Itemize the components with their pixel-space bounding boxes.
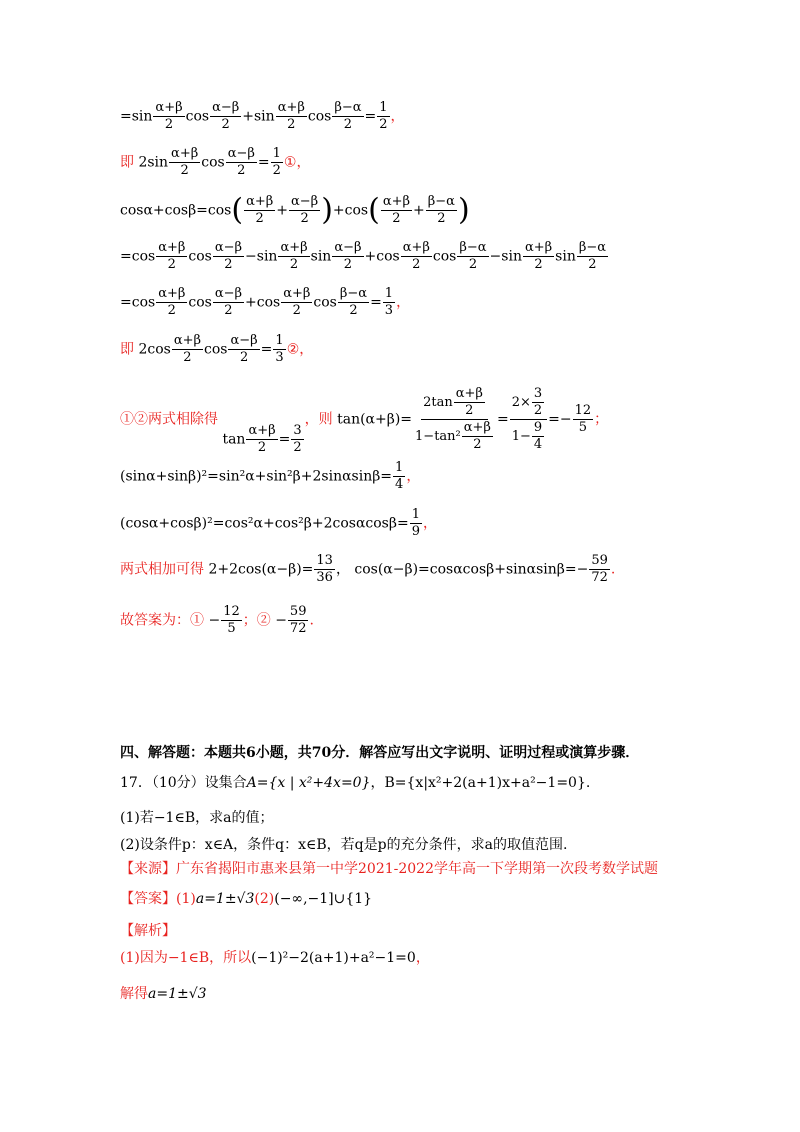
section-heading: 四、解答题：本题共6小题，共70分．解答应写出文字说明、证明过程或演算步骤． [120, 745, 640, 761]
question-part-2: (2)设条件p：x∈A，条件q：x∈B，若q是p的充分条件，求a的取值范围. [120, 837, 568, 853]
equation-line-10: 两式相加可得 2+2cos(α−β)= $\frac{13}{36}$ ， cos(α−β)=cosαcosβ+sinαsinβ=− $\frac{59}{72}$ . [120, 553, 616, 585]
question-number: 17．（10分）设集合 [120, 775, 247, 791]
separator-text: ；② [242, 612, 271, 629]
equation-line-3: cosα+cosβ=cos( $\frac{\alpha+\beta}{2}$ + $\frac{\alpha-\beta}{2}$ )+cos( $\frac{\alpha+\beta}{2}$ + $\frac{\beta-\alpha}{2}$ ) [120, 192, 470, 228]
prefix-text: 故答案为：① [120, 612, 204, 629]
equation-line-5: =cos $\frac{\alpha+\beta}{2}$ cos $\frac{\alpha-\beta}{2}$ +cos $\frac{\alpha+\beta}{2}$ cos $\frac{\beta-\alpha}{2}$ = $\frac{1}{3}$ ， [120, 286, 411, 318]
solution-line-2 [120, 987, 207, 1001]
end-text: . [610, 561, 616, 578]
answer-label: 【答案】 [120, 891, 176, 907]
analysis-label: 【解析】 [120, 923, 176, 939]
equation-line-1: =sin $\frac{\alpha+\beta}{2}$ cos $\frac{\alpha-\beta}{2}$ +sin $\frac{\alpha+\beta}{2}$ cos $\frac{\beta-\alpha}{2}$ = $\frac{1}{2}$ ， [120, 100, 405, 132]
connector-text: ，则 [304, 411, 333, 428]
answer-part-2-label: (2) [254, 891, 275, 907]
answer-part-2-value: (−∞,−1]∪{1} [274, 891, 373, 907]
solution-prefix: 解得 [120, 986, 148, 1002]
set-b: ，B={x|x²+2(a+1)x+a²−1=0}. [370, 775, 591, 791]
prefix-text: 两式相加可得 [120, 561, 204, 578]
equation-line-9: (cosα+cosβ)²=cos²α+cos²β+2cosαcosβ= $\frac{1}{9}$ ， [120, 507, 437, 539]
answer-line [120, 892, 372, 906]
solution-line-1 [120, 951, 430, 965]
prefix-text: ①②两式相除得 [120, 411, 218, 428]
answer-part-1-value: a=1±√3 [195, 891, 255, 907]
answer-part-1-label: (1) [176, 891, 196, 907]
prefix-text: 即 [120, 154, 134, 171]
equation-line-7: ①②两式相除得 tan $\frac{\alpha+\beta}{2}$ = $\frac{3}{2}$ ，则 tan(α+β)= 2tan $\frac{\alpha+\beta}{2}$ 1−tan² $\frac{\alpha+\beta}{2}$ = 2× $\frac{3}{2}$ 1− $\frac{9}{4}$ =− $\frac{12}{5}$ ； [120, 386, 609, 455]
question-part-1: (1)若−1∈B，求a的值； [120, 810, 274, 826]
equation-line-6: 即 2cos $\frac{\alpha+\beta}{2}$ cos $\frac{\alpha-\beta}{2}$ = $\frac{1}{3}$ ②， [120, 333, 314, 365]
solution-prefix: (1)因为−1∈B，所以 [120, 950, 252, 966]
solution-end: ， [415, 950, 430, 966]
equation-line-4: =cos $\frac{\alpha+\beta}{2}$ cos $\frac{\alpha-\beta}{2}$ −sin $\frac{\alpha+\beta}{2}$ sin $\frac{\alpha-\beta}{2}$ +cos $\frac{\alpha+\beta}{2}$ cos $\frac{\beta-\alpha}{2}$ −sin $\frac{\alpha+\beta}{2}$ sin $\frac{\beta-\alpha}{2}$ [120, 240, 607, 272]
equation-line-8: (sinα+sinβ)²=sin²α+sin²β+2sinαsinβ= $\frac{1}{4}$ ， [120, 460, 421, 492]
end-text: . [309, 612, 314, 629]
set-a: A={x | x²+4x=0} [246, 775, 371, 791]
solution-equation: (−1)²−2(a+1)+a²−1=0 [251, 950, 416, 966]
answer-summary-line: 故答案为：① − $\frac{12}{5}$ ；② − $\frac{59}{72}$ . [120, 604, 314, 636]
question-17 [120, 776, 590, 790]
equation-line-2: 即 2sin $\frac{\alpha+\beta}{2}$ cos $\frac{\alpha-\beta}{2}$ = $\frac{1}{2}$ ①， [120, 146, 311, 178]
solution-equation: a=1±√3 [148, 986, 207, 1002]
source-note: 【来源】广东省揭阳市惠来县第一中学2021-2022学年高一下学期第一次段考数学试题 [120, 861, 658, 877]
prefix-text: 即 [120, 341, 134, 358]
mark-text: ①， [283, 154, 311, 171]
mark-text: ②， [286, 341, 314, 358]
end-text: ； [594, 411, 609, 428]
